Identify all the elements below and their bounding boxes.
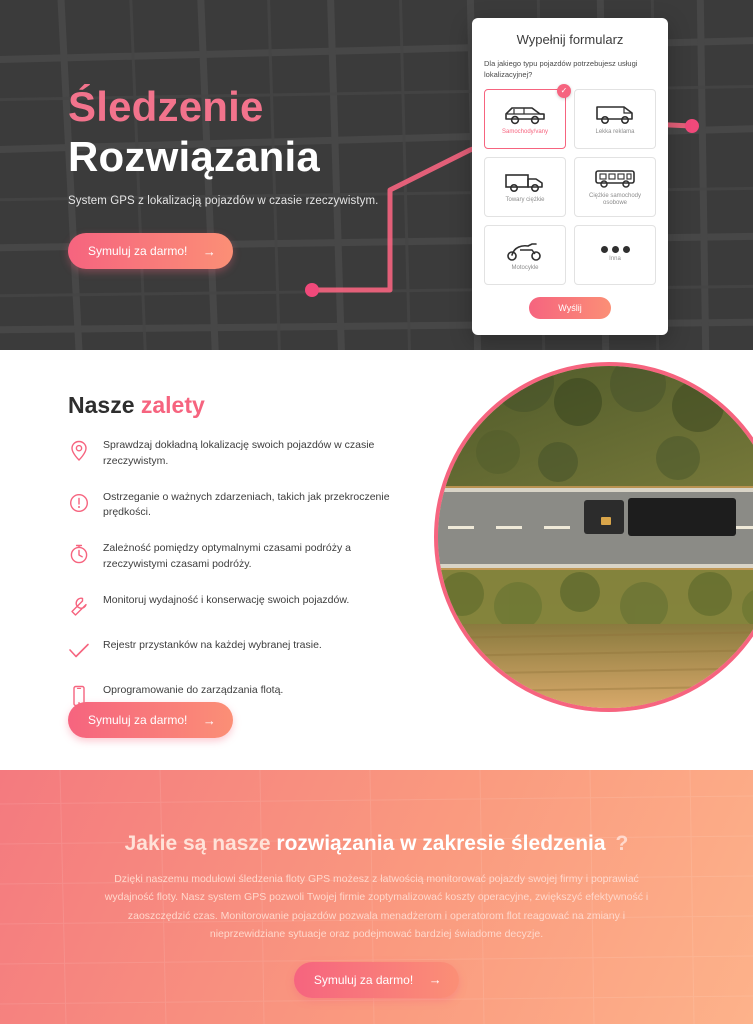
option-label: Ciężkie samochody osobowe	[588, 193, 642, 207]
feature-text: Rejestr przystanków na każdej wybranej trasie.	[103, 638, 322, 651]
van-icon	[592, 102, 638, 126]
form-question: Dla jakiego typu pojazdów potrzebujesz usługi lokalizacyjnej?	[484, 59, 638, 79]
option-cars-vans[interactable]	[484, 86, 568, 149]
bottom-heading-accent: rozwiązania w zakresie śledzenia	[276, 832, 606, 855]
features-cta-label: Symuluj za darmo!	[88, 713, 188, 727]
hero-subtitle: System GPS z lokalizacją pojazdów w czasie rzeczywistym.	[68, 195, 379, 208]
ellipsis-icon	[601, 246, 630, 253]
feature-text: Ostrzeganie o ważnych zdarzeniach, takich jak przekroczenie prędkości.	[103, 490, 390, 519]
hero-title-line2: Rozwiązania	[68, 132, 320, 180]
option-heavy-goods[interactable]	[484, 157, 566, 217]
hero-content	[68, 82, 488, 269]
feature-text: Zależność pomiędzy optymalnymi czasami podróży a rzeczywistymi czasami podróży.	[103, 542, 352, 570]
feature-item	[68, 638, 398, 663]
bottom-heading-light: Jakie są nasze	[124, 832, 277, 855]
vehicle-type-form-card	[472, 18, 668, 335]
hero-cta-label: Symuluj za darmo!	[88, 244, 188, 259]
alert-circle-icon	[68, 491, 90, 515]
arrow-right-icon: →	[202, 712, 216, 728]
truck-icon	[502, 170, 548, 194]
option-label: Lekka reklama	[595, 128, 635, 135]
feature-item	[68, 593, 398, 618]
features-heading-accent: zalety	[140, 392, 205, 418]
form-title: Wypełnij formularz	[516, 32, 624, 47]
hero-cta-button[interactable]	[68, 233, 233, 269]
option-heavy-passenger[interactable]	[574, 157, 656, 217]
bottom-paragraph: Dzięki naszemu modułowi śledzenia floty GPS możesz z łatwością monitorować pojazdy swojej firmy i poprawiać wydajność floty. Nasz system GPS pozwoli Twojej firmie zoptymalizować koszty operacyjne, zwiększyć efektywność i zaoszczędzić czas. Monitorowanie pojazdów pozwala menadżerom i operatorom flot reagować na zmiany i nieprzewidziane sytuacje oraz podejmować bardziej świadome decyzje.	[104, 873, 649, 941]
features-cta-button[interactable]	[68, 702, 233, 738]
option-light-commercial[interactable]	[574, 89, 656, 149]
feature-text: Oprogramowanie do zarządzania flotą.	[103, 683, 284, 696]
arrow-right-icon: →	[428, 972, 442, 987]
option-label: Samochody/vany	[501, 128, 549, 135]
bus-icon	[592, 166, 638, 190]
vehicle-options-grid	[484, 86, 656, 285]
features-heading	[68, 392, 205, 419]
feature-text: Monitoruj wydajność i konserwację swoich pojazdów.	[103, 593, 350, 606]
map-pin-icon	[68, 439, 90, 463]
features-section	[0, 350, 753, 770]
feature-text: Sprawdzaj dokładną lokalizację swoich pojazdów w czasie rzeczywistym.	[103, 439, 375, 467]
option-label: Towary ciężkie	[505, 196, 545, 203]
bottom-heading-question: ?	[615, 832, 629, 855]
hero-title-line1: Śledzenie	[68, 83, 264, 130]
hero-section	[0, 0, 753, 350]
feature-item	[68, 490, 398, 522]
option-label: Inna	[609, 256, 621, 263]
arrow-right-icon: →	[202, 243, 216, 259]
bottom-cta-label: Symuluj za darmo!	[313, 972, 414, 987]
feature-item	[68, 438, 398, 470]
feature-item	[68, 541, 398, 573]
option-label: Motocykle	[511, 264, 539, 271]
features-heading-plain: Nasze	[68, 392, 141, 418]
stopwatch-icon	[68, 542, 90, 566]
check-icon	[68, 639, 90, 663]
wrench-icon	[68, 594, 90, 618]
selected-check-icon: ✓	[557, 84, 571, 98]
submit-button[interactable]: Wyślij	[529, 297, 611, 319]
option-motorcycles[interactable]	[484, 225, 566, 285]
option-other[interactable]	[574, 225, 656, 285]
scooter-icon	[502, 238, 548, 262]
bottom-heading	[0, 832, 753, 856]
bottom-cta-section	[0, 770, 753, 1024]
bottom-cta-button[interactable]	[294, 962, 459, 998]
features-list	[68, 438, 398, 728]
car-icon	[502, 102, 548, 126]
aerial-truck-photo	[434, 362, 753, 712]
